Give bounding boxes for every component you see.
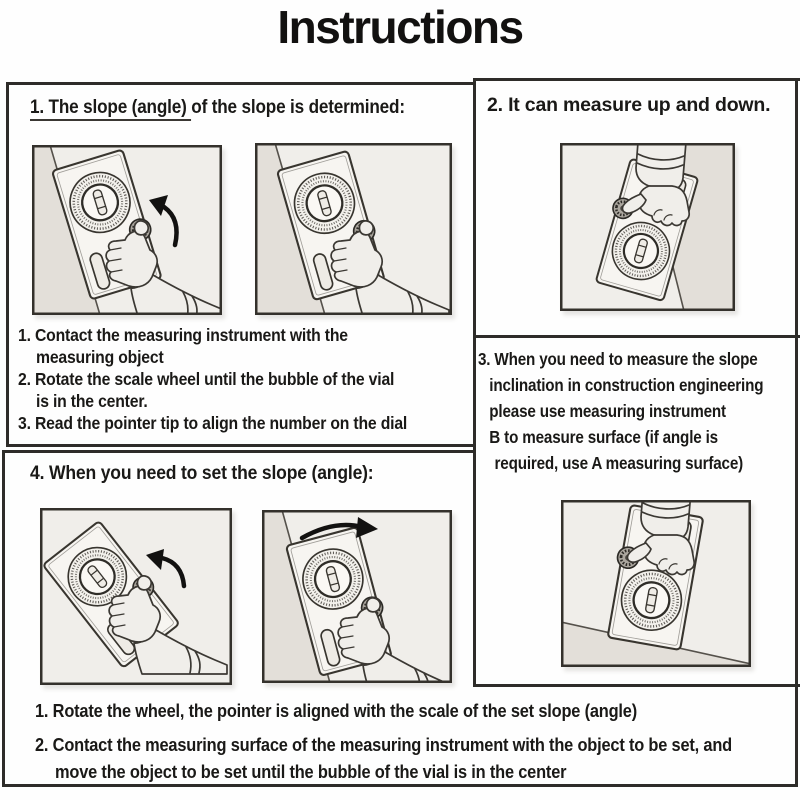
border-bottom-box-a: [6, 444, 473, 447]
page-title: Instructions: [277, 1, 523, 53]
illustration-measure-up-down: [560, 143, 735, 311]
step-line: 1. Contact the measuring instrument with the: [18, 325, 348, 345]
illustration-measure-incline-surface: [561, 500, 751, 667]
illustration-determine-slope-rotate: [32, 145, 222, 315]
border-divider-section2-3: [473, 335, 800, 338]
section2-heading: 2. It can measure up and down.: [487, 94, 771, 116]
bottom-step-line: move the object to be set until the bubble of the vial is in the center: [55, 762, 567, 782]
section3-line: 3. When you need to measure the slope: [478, 349, 758, 369]
border-column-divider: [473, 78, 476, 687]
section4-heading: 4. When you need to set the slope (angle):: [30, 462, 374, 484]
section1-heading: [30, 96, 405, 119]
section1-steps: [18, 325, 407, 435]
section3-line: inclination in construction engineering: [489, 375, 764, 395]
border-bottom-edge: [2, 784, 798, 787]
section3-text: [478, 349, 763, 479]
border-top-right-box: [473, 78, 800, 81]
border-bottom-right-box: [473, 684, 800, 687]
border-left-box-c: [2, 450, 5, 787]
step-line: 3. Read the pointer tip to align the number on the dial: [18, 413, 408, 433]
illustration-determine-slope-read: [255, 143, 452, 315]
border-right-edge: [795, 78, 798, 787]
section1-heading-underlined: 1. The slope (angle): [30, 96, 191, 121]
step-line: 2. Rotate the scale wheel until the bubble of the vial: [18, 369, 395, 389]
border-top-box-c: [2, 450, 473, 453]
section3-line: B to measure surface (if angle is: [489, 427, 718, 447]
illustration-set-slope-rotate: [40, 508, 232, 685]
section3-line: please use measuring instrument: [489, 401, 726, 421]
bottom-step-line: 2. Contact the measuring surface of the measuring instrument with the object to be set, and: [35, 735, 733, 755]
section3-line: required, use A measuring surface): [494, 453, 744, 473]
border-left-box-a: [6, 82, 9, 446]
illustration-set-slope-contact: [262, 510, 452, 683]
step-line: is in the center.: [36, 391, 148, 411]
bottom-step-line: 1. Rotate the wheel, the pointer is aligned with the scale of the set slope (angle): [35, 701, 637, 721]
border-top-left-box: [6, 82, 473, 85]
step-line: measuring object: [36, 347, 164, 367]
section1-heading-rest: of the slope is determined:: [191, 96, 405, 118]
